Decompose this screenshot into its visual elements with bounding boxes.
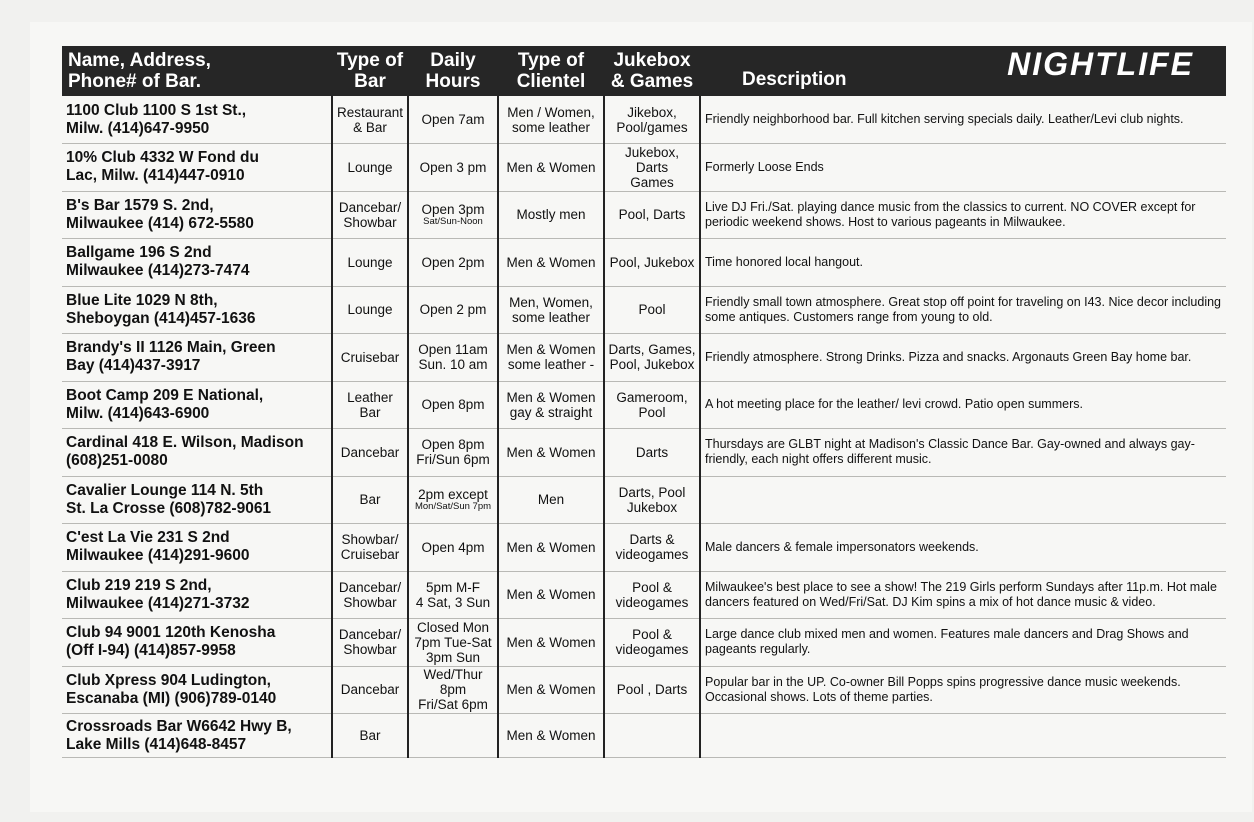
bar-description xyxy=(700,239,1226,287)
bar-description xyxy=(700,286,1226,334)
bar-jukebox-games-text: Pool & videogames xyxy=(615,627,689,658)
bar-description xyxy=(700,619,1226,667)
bar-name-address-text: 10% Club 4332 W Fond du Lac, Milw. (414)447-0910 xyxy=(66,149,259,185)
bar-description xyxy=(700,334,1226,382)
table-row xyxy=(62,476,1226,524)
bar-clientel-text: Men / Women, some leather xyxy=(507,104,595,135)
bar-jukebox-games xyxy=(604,144,700,192)
bar-type xyxy=(332,334,408,382)
bar-description-text: Popular bar in the UP. Co-owner Bill Popps spins progressive dance music weekends. Occasional shows. Lots of theme parties. xyxy=(705,674,1181,704)
bar-type xyxy=(332,476,408,524)
header-hours: Daily Hours xyxy=(425,50,481,92)
table-row xyxy=(62,286,1226,334)
table-row xyxy=(62,381,1226,429)
bar-clientel xyxy=(498,381,604,429)
bar-description-text: Formerly Loose Ends xyxy=(705,159,824,174)
bar-name-address-text: Boot Camp 209 E National, Milw. (414)643-6900 xyxy=(66,386,264,422)
bar-hours-text: Closed Mon 7pm Tue-Sat 3pm Sun xyxy=(414,619,492,665)
bar-type-text: Lounge xyxy=(347,302,393,318)
bar-type-text: Showbar/ Cruisebar xyxy=(340,532,400,563)
bar-type-text: Dancebar/ Showbar xyxy=(338,199,402,230)
bar-type xyxy=(332,239,408,287)
bar-name-address xyxy=(62,476,332,524)
table-body xyxy=(62,96,1226,758)
bar-jukebox-games xyxy=(604,381,700,429)
bar-clientel xyxy=(498,334,604,382)
table-header xyxy=(62,46,1226,96)
bar-hours xyxy=(408,524,498,572)
bar-clientel xyxy=(498,96,604,144)
bar-clientel-text: Men, Women, some leather xyxy=(509,294,593,325)
bar-jukebox-games-text: Darts, Games, Pool, Jukebox xyxy=(608,342,696,373)
bar-type xyxy=(332,96,408,144)
bar-hours xyxy=(408,381,498,429)
bar-name-address-text: Blue Lite 1029 N 8th, Sheboygan (414)457-1636 xyxy=(66,291,256,327)
bar-name-address-text: Cardinal 418 E. Wilson, Madison (608)251-0080 xyxy=(66,434,304,470)
bar-type-text: Lounge xyxy=(347,254,393,270)
bar-clientel xyxy=(498,619,604,667)
bar-clientel xyxy=(498,571,604,619)
bar-name-address xyxy=(62,191,332,239)
table-row xyxy=(62,429,1226,477)
bar-clientel xyxy=(498,429,604,477)
bar-name-address-text: Cavalier Lounge 114 N. 5th St. La Crosse (608)782-9061 xyxy=(66,481,272,517)
bar-jukebox-games xyxy=(604,619,700,667)
bar-description-text: Male dancers & female impersonators weekends. xyxy=(705,539,979,554)
bar-name-address-text: 1100 Club 1100 S 1st St., Milw. (414)647-9950 xyxy=(66,101,247,137)
bar-description-text: Time honored local hangout. xyxy=(705,254,863,269)
bar-type-text: Cruisebar xyxy=(340,349,400,365)
bar-clientel-text: Men xyxy=(537,492,565,508)
header-jukebox: Jukebox & Games xyxy=(610,50,694,92)
bar-name-address xyxy=(62,619,332,667)
bar-description-text: A hot meeting place for the leather/ levi crowd. Patio open summers. xyxy=(705,397,1083,412)
bar-jukebox-games xyxy=(604,334,700,382)
bar-hours xyxy=(408,619,498,667)
bar-clientel-text: Men & Women xyxy=(506,444,596,460)
bar-clientel-text: Men & Women xyxy=(506,159,596,175)
bar-type xyxy=(332,381,408,429)
bar-hours xyxy=(408,571,498,619)
bar-name-address-text: Club Xpress 904 Ludington, Escanaba (MI) (906)789-0140 xyxy=(66,671,277,707)
bar-name-address xyxy=(62,239,332,287)
table-row xyxy=(62,524,1226,572)
bar-type-text: Bar xyxy=(359,492,381,508)
bar-clientel xyxy=(498,191,604,239)
bar-hours-note: Sat/Sun-Noon xyxy=(423,216,483,228)
header-description: Description xyxy=(742,69,847,90)
bar-clientel xyxy=(498,239,604,287)
bar-description xyxy=(700,96,1226,144)
bar-name-address-text: Brandy's II 1126 Main, Green Bay (414)437-3917 xyxy=(66,339,276,375)
bar-jukebox-games-text: Darts xyxy=(635,444,669,460)
bar-type xyxy=(332,524,408,572)
bar-clientel xyxy=(498,714,604,758)
bar-jukebox-games xyxy=(604,571,700,619)
bar-description xyxy=(700,191,1226,239)
bar-name-address-text: Crossroads Bar W6642 Hwy B, Lake Mills (414)648-8457 xyxy=(66,717,292,753)
bar-description-text: Friendly atmosphere. Strong Drinks. Pizza and snacks. Argonauts Green Bay home bar. xyxy=(705,349,1192,364)
bar-jukebox-games xyxy=(604,524,700,572)
bar-name-address-text: C'est La Vie 231 S 2nd Milwaukee (414)291-9600 xyxy=(66,529,250,565)
bar-hours-text: 2pm except xyxy=(418,487,488,503)
bar-clientel-text: Mostly men xyxy=(516,207,586,223)
bar-clientel-text: Men & Women gay & straight xyxy=(506,389,596,420)
bar-description xyxy=(700,714,1226,758)
bar-hours-text: Open 7am xyxy=(421,112,485,127)
bar-name-address xyxy=(62,429,332,477)
bar-hours-text: Open 3pm xyxy=(421,202,485,218)
table-row xyxy=(62,619,1226,667)
bar-hours xyxy=(408,96,498,144)
bar-jukebox-games xyxy=(604,286,700,334)
bar-clientel xyxy=(498,144,604,192)
bar-clientel-text: Men & Women some leather - xyxy=(506,342,596,373)
table-row xyxy=(62,96,1226,144)
bar-name-address xyxy=(62,524,332,572)
bar-clientel-text: Men & Women xyxy=(506,634,596,650)
bar-type-text: Lounge xyxy=(347,159,393,175)
bar-hours xyxy=(408,286,498,334)
bar-name-address xyxy=(62,666,332,714)
bar-jukebox-games-text: Pool, Darts xyxy=(618,207,686,223)
bar-description xyxy=(700,476,1226,524)
bar-jukebox-games-text: Jikebox, Pool/games xyxy=(616,104,688,135)
bar-hours xyxy=(408,429,498,477)
bar-jukebox-games-text: Pool & videogames xyxy=(615,579,689,610)
bar-description xyxy=(700,571,1226,619)
bar-jukebox-games-text: Pool , Darts xyxy=(616,682,688,698)
bar-jukebox-games-text: Pool, Jukebox xyxy=(609,254,695,270)
bar-clientel xyxy=(498,666,604,714)
bar-name-address-text: B's Bar 1579 S. 2nd, Milwaukee (414) 672-5580 xyxy=(66,196,254,232)
bar-description-text: Thursdays are GLBT night at Madison's Classic Dance Bar. Gay-owned and always gay-friendly, each night offers different music. xyxy=(705,437,1195,467)
bar-type xyxy=(332,619,408,667)
bar-hours xyxy=(408,334,498,382)
bar-hours-text: Open 3 pm xyxy=(419,159,487,175)
bar-clientel-text: Men & Women xyxy=(506,539,596,555)
table-row xyxy=(62,191,1226,239)
bar-clientel-text: Men & Women xyxy=(506,254,596,270)
bar-jukebox-games xyxy=(604,239,700,287)
bar-directory-table xyxy=(62,46,1226,758)
bar-name-address xyxy=(62,286,332,334)
bar-hours-text: Open 11am Sun. 10 am xyxy=(418,342,488,373)
bar-type-text: Restaurant & Bar xyxy=(336,104,404,135)
bar-type-text: Leather Bar xyxy=(347,389,393,420)
header-clientel: Type of Clientel xyxy=(516,50,586,92)
bar-description-text: Milwaukee's best place to see a show! The 219 Girls perform Sundays after 11p.m. Hot male dancers featured on Wed/Fri/Sat. DJ Kim spins a mix of hot dance music & video. xyxy=(705,579,1217,609)
bar-hours-text: Open 8pm Fri/Sun 6pm xyxy=(416,437,490,468)
bar-description-text: Live DJ Fri./Sat. playing dance music from the classics to current. NO COVER except for periodic weekend shows. Host to various pageants in Milwaukee. xyxy=(705,199,1196,229)
bar-hours xyxy=(408,666,498,714)
bar-hours xyxy=(408,144,498,192)
bar-type xyxy=(332,571,408,619)
bar-type xyxy=(332,666,408,714)
bar-clientel-text: Men & Women xyxy=(506,728,596,743)
bar-jukebox-games-text: Darts & videogames xyxy=(615,532,689,563)
bar-description-text: Friendly small town atmosphere. Great stop off point for traveling on I43. Nice decor including some antiques. Customers range from young to old. xyxy=(705,294,1222,324)
bar-type xyxy=(332,429,408,477)
bar-clientel xyxy=(498,286,604,334)
bar-description xyxy=(700,429,1226,477)
bar-hours xyxy=(408,476,498,524)
bar-name-address xyxy=(62,571,332,619)
bar-clientel xyxy=(498,476,604,524)
bar-jukebox-games-text: Jukebox, Darts Games xyxy=(624,144,680,190)
bar-hours xyxy=(408,239,498,287)
bar-description xyxy=(700,666,1226,714)
bar-clientel xyxy=(498,524,604,572)
table-row xyxy=(62,239,1226,287)
bar-hours-text: 5pm M-F 4 Sat, 3 Sun xyxy=(415,579,491,610)
bar-jukebox-games xyxy=(604,714,700,758)
header-type: Type of Bar xyxy=(336,50,404,92)
bar-jukebox-games xyxy=(604,96,700,144)
bar-jukebox-games xyxy=(604,191,700,239)
bar-jukebox-games-text: Darts, Pool Jukebox xyxy=(618,484,686,515)
bar-description-text: Friendly neighborhood bar. Full kitchen serving specials daily. Leather/Levi club nights. xyxy=(705,112,1184,126)
bar-name-address xyxy=(62,381,332,429)
header-description-cell xyxy=(700,46,1226,96)
bar-name-address xyxy=(62,714,332,758)
bar-hours-text: Open 4pm xyxy=(421,539,485,555)
bar-hours-text: Open 8pm xyxy=(421,397,485,413)
bar-type-text: Dancebar/ Showbar xyxy=(338,627,402,658)
bar-type xyxy=(332,714,408,758)
header-name: Name, Address, Phone# of Bar. xyxy=(68,50,211,92)
bar-type-text: Dancebar xyxy=(340,682,400,698)
bar-description xyxy=(700,144,1226,192)
bar-jukebox-games xyxy=(604,476,700,524)
bar-type-text: Bar xyxy=(359,728,381,743)
bar-hours xyxy=(408,714,498,758)
bar-hours-note: Mon/Sat/Sun 7pm xyxy=(414,501,492,513)
bar-clientel-text: Men & Women xyxy=(506,587,596,603)
table-row xyxy=(62,334,1226,382)
table-row xyxy=(62,666,1226,714)
table-row xyxy=(62,144,1226,192)
bar-name-address-text: Club 94 9001 120th Kenosha (Off I-94) (414)857-9958 xyxy=(66,624,276,660)
bar-name-address xyxy=(62,144,332,192)
bar-hours-text: Open 2 pm xyxy=(419,302,487,318)
bar-type xyxy=(332,286,408,334)
bar-name-address-text: Ballgame 196 S 2nd Milwaukee (414)273-7474 xyxy=(66,244,250,280)
bar-description-text: Large dance club mixed men and women. Features male dancers and Drag Shows and pageants regularly. xyxy=(705,627,1189,657)
bar-jukebox-games xyxy=(604,429,700,477)
bar-description xyxy=(700,381,1226,429)
bar-jukebox-games-text: Pool xyxy=(638,302,666,318)
bar-type-text: Dancebar xyxy=(340,444,400,460)
nightlife-brand: NIGHTLIFE xyxy=(1007,46,1194,82)
table-row xyxy=(62,571,1226,619)
bar-type xyxy=(332,144,408,192)
bar-type xyxy=(332,191,408,239)
nightlife-listing xyxy=(62,46,1226,762)
bar-hours-text: Open 2pm xyxy=(421,254,485,270)
bar-hours xyxy=(408,191,498,239)
bar-name-address xyxy=(62,334,332,382)
bar-jukebox-games-text: Gameroom, Pool xyxy=(616,389,688,420)
bar-jukebox-games xyxy=(604,666,700,714)
bar-clientel-text: Men & Women xyxy=(506,682,596,698)
bar-name-address xyxy=(62,96,332,144)
bar-hours-text: Wed/Thur 8pm Fri/Sat 6pm xyxy=(418,667,488,713)
bar-name-address-text: Club 219 219 S 2nd, Milwaukee (414)271-3732 xyxy=(66,576,250,612)
bar-type-text: Dancebar/ Showbar xyxy=(338,579,402,610)
bar-description xyxy=(700,524,1226,572)
table-row xyxy=(62,714,1226,758)
